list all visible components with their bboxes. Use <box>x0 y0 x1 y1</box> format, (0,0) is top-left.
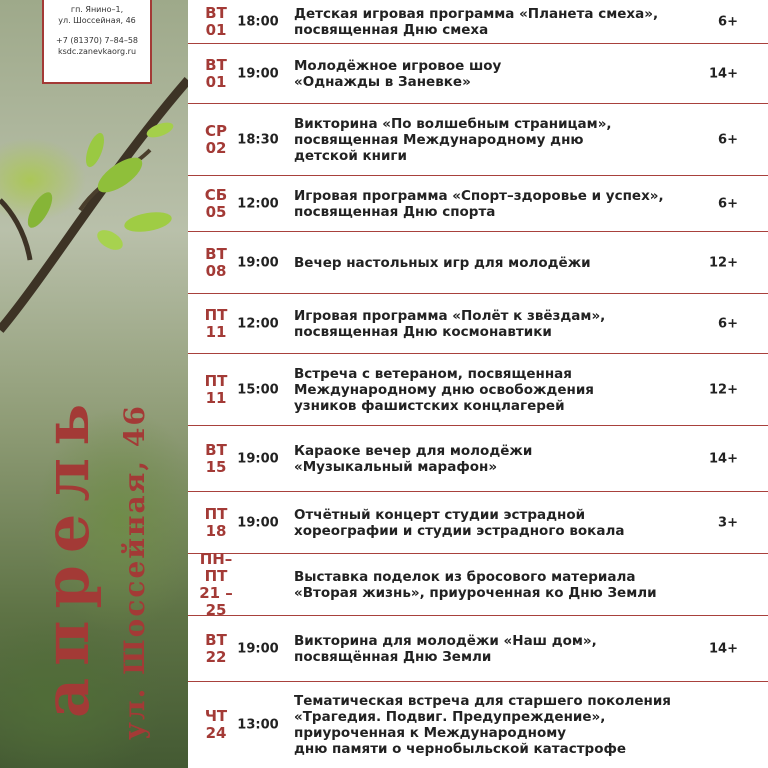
event-age-rating: 3+ <box>718 515 738 530</box>
event-time: 19:00 <box>237 255 279 270</box>
website-link[interactable]: ksdc.zanevkaorg.ru <box>57 47 137 56</box>
event-row <box>188 176 768 232</box>
event-row <box>188 0 768 44</box>
event-date: ПН–ПТ 21 – 25 <box>199 549 233 619</box>
event-title: Игровая программа «Полёт к звёздам», посвященная Дню космонавтики <box>294 307 606 340</box>
event-time: 19:00 <box>237 66 279 81</box>
event-row <box>188 549 768 619</box>
event-age-rating: 14+ <box>709 66 738 81</box>
decorative-photo-panel <box>0 0 188 768</box>
event-date: ЧТ 24 <box>204 707 228 742</box>
event-date: ВТ 01 <box>205 55 227 91</box>
phone-number[interactable]: +7 (81370) 7–84–58 <box>55 36 139 45</box>
event-time: 12:00 <box>237 196 279 211</box>
event-title: Детская игровая программа «Планета смеха», посвященная Дню смеха <box>294 5 659 38</box>
event-age-rating: 12+ <box>709 255 738 270</box>
event-age-rating: 6+ <box>718 132 738 147</box>
event-title: Караоке вечер для молодёжи «Музыкальный марафон» <box>294 442 533 475</box>
month-title: апрель <box>30 391 103 718</box>
event-row <box>188 492 768 554</box>
event-title: Выставка поделок из бросового материала «Вторая жизнь», приуроченная ко Дню Земли <box>294 568 657 601</box>
address-line-1: гп. Янино–1, <box>70 5 124 14</box>
event-date: ВТ 01 <box>205 3 227 39</box>
event-age-rating: 12+ <box>709 382 738 397</box>
event-date: СБ 05 <box>204 185 228 221</box>
event-row <box>188 294 768 354</box>
event-time: 19:00 <box>237 451 279 466</box>
event-row <box>188 44 768 104</box>
venue-contact-card <box>42 0 152 84</box>
event-row <box>188 232 768 294</box>
event-title: Тематическая встреча для старшего поколения «Трагедия. Подвиг. Предупреждение», приуроченная к Международному дню памяти о чернобыльской катастрофе <box>294 693 671 757</box>
event-time: 19:00 <box>237 515 279 530</box>
event-date: ВТ 15 <box>205 440 227 476</box>
event-title: Игровая программа «Спорт–здоровье и успех», посвященная Дню спорта <box>294 187 664 220</box>
event-age-rating: 6+ <box>718 14 738 29</box>
event-title: Встреча с ветераном, посвященная Международному дню освобождения узников фашистских концлагерей <box>294 365 594 414</box>
event-title: Викторина «По волшебным страницам», посвященная Международному дню детской книги <box>294 115 612 164</box>
event-date: ПТ 11 <box>204 305 228 341</box>
event-age-rating: 14+ <box>709 641 738 656</box>
event-time: 15:00 <box>237 382 279 397</box>
event-time: 13:00 <box>237 717 279 733</box>
event-title: Отчётный концерт студии эстрадной хореографии и студии эстрадного вокала <box>294 506 625 539</box>
event-row <box>188 104 768 176</box>
event-row <box>188 354 768 426</box>
address-line-2: ул. Шоссейная, 46 <box>58 16 136 25</box>
event-time: 19:00 <box>237 641 279 656</box>
event-row <box>188 682 768 768</box>
event-date: ПТ 18 <box>204 504 228 540</box>
event-age-rating: 6+ <box>718 316 738 331</box>
street-address-vertical: ул. Шоссейная, 46 <box>118 404 151 740</box>
event-date: ВТ 08 <box>205 244 227 280</box>
event-date: ВТ 22 <box>205 630 227 666</box>
event-time: 12:00 <box>237 316 279 331</box>
event-title: Молодёжное игровое шоу «Однажды в Заневке» <box>294 57 502 90</box>
event-age-rating: 6+ <box>718 196 738 211</box>
event-time: 18:30 <box>237 132 279 147</box>
event-time: 18:00 <box>237 14 279 29</box>
event-title: Вечер настольных игр для молодёжи <box>294 254 591 271</box>
event-row <box>188 426 768 492</box>
event-age-rating: 14+ <box>709 451 738 466</box>
event-title: Викторина для молодёжи «Наш дом», посвящённая Дню Земли <box>294 632 597 665</box>
event-date: ПТ 11 <box>204 371 228 407</box>
event-date: СР 02 <box>204 121 227 157</box>
event-row <box>188 616 768 682</box>
